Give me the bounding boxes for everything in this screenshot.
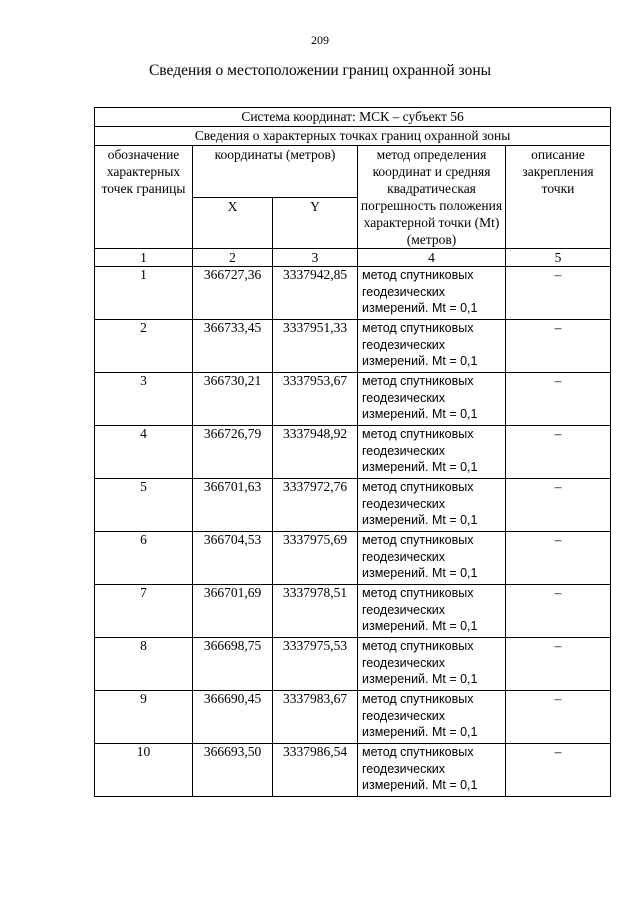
coordinate-y: 3337983,67 [273, 691, 358, 744]
point-number: 10 [95, 744, 193, 797]
table-row [95, 638, 611, 691]
header-x: X [193, 197, 273, 249]
coordinate-y: 3337975,69 [273, 532, 358, 585]
column-number: 1 [95, 249, 193, 267]
point-number: 1 [95, 267, 193, 320]
determination-method: метод спутниковых геодезических измерений. Mt = 0,1 [358, 267, 506, 320]
table-row [95, 267, 611, 320]
header-description: описание закрепления точки [506, 146, 611, 249]
table-subtitle: Сведения о характерных точках границ охранной зоны [95, 127, 611, 146]
point-number: 7 [95, 585, 193, 638]
mark-description: – [506, 532, 611, 585]
table-row [95, 744, 611, 797]
page-number: 209 [311, 33, 329, 47]
mark-description: – [506, 638, 611, 691]
point-number: 5 [95, 479, 193, 532]
mark-description: – [506, 320, 611, 373]
determination-method: метод спутниковых геодезических измерений. Mt = 0,1 [358, 691, 506, 744]
coordinate-x: 366701,63 [193, 479, 273, 532]
determination-method: метод спутниковых геодезических измерений. Mt = 0,1 [358, 744, 506, 797]
table-row [95, 479, 611, 532]
mark-description: – [506, 585, 611, 638]
header-coordinates: координаты (метров) [193, 146, 358, 198]
determination-method: метод спутниковых геодезических измерений. Mt = 0,1 [358, 585, 506, 638]
mark-description: – [506, 479, 611, 532]
boundary-points-table [94, 107, 611, 797]
coordinate-x: 366730,21 [193, 373, 273, 426]
header-method: метод определения координат и средняя квадратическая погрешность положения характерной точки (Mt) (метров) [358, 146, 506, 249]
mark-description: – [506, 267, 611, 320]
point-number: 4 [95, 426, 193, 479]
coordinate-x: 366726,79 [193, 426, 273, 479]
coordinate-y: 3337986,54 [273, 744, 358, 797]
column-number: 3 [273, 249, 358, 267]
coordinate-x: 366733,45 [193, 320, 273, 373]
coordinate-y: 3337978,51 [273, 585, 358, 638]
header-designation: обозначение характерных точек границы [95, 146, 193, 249]
table-row [95, 532, 611, 585]
coordinate-y: 3337972,76 [273, 479, 358, 532]
coordinate-x: 366690,45 [193, 691, 273, 744]
coordinate-y: 3337948,92 [273, 426, 358, 479]
coordinate-y: 3337975,53 [273, 638, 358, 691]
point-number: 8 [95, 638, 193, 691]
mark-description: – [506, 744, 611, 797]
point-number: 9 [95, 691, 193, 744]
determination-method: метод спутниковых геодезических измерений. Mt = 0,1 [358, 426, 506, 479]
table-row [95, 691, 611, 744]
coordinate-y: 3337951,33 [273, 320, 358, 373]
coordinate-x: 366693,50 [193, 744, 273, 797]
determination-method: метод спутниковых геодезических измерений. Mt = 0,1 [358, 532, 506, 585]
coordinate-x: 366704,53 [193, 532, 273, 585]
coordinate-x: 366727,36 [193, 267, 273, 320]
document-title: Сведения о местоположении границ охранной зоны [148, 62, 492, 79]
point-number: 6 [95, 532, 193, 585]
table-row [95, 373, 611, 426]
determination-method: метод спутниковых геодезических измерений. Mt = 0,1 [358, 638, 506, 691]
coordinate-x: 366701,69 [193, 585, 273, 638]
mark-description: – [506, 373, 611, 426]
determination-method: метод спутниковых геодезических измерений. Mt = 0,1 [358, 373, 506, 426]
coordinate-y: 3337953,67 [273, 373, 358, 426]
determination-method: метод спутниковых геодезических измерений. Mt = 0,1 [358, 479, 506, 532]
point-number: 3 [95, 373, 193, 426]
mark-description: – [506, 691, 611, 744]
header-y: Y [273, 197, 358, 249]
point-number: 2 [95, 320, 193, 373]
coordinate-y: 3337942,85 [273, 267, 358, 320]
table-row [95, 585, 611, 638]
determination-method: метод спутниковых геодезических измерений. Mt = 0,1 [358, 320, 506, 373]
column-number: 5 [506, 249, 611, 267]
mark-description: – [506, 426, 611, 479]
column-number: 2 [193, 249, 273, 267]
column-number: 4 [358, 249, 506, 267]
table-row [95, 320, 611, 373]
coordinate-system-header: Система координат: МСК – субъект 56 [95, 108, 611, 127]
table-row [95, 426, 611, 479]
coordinate-x: 366698,75 [193, 638, 273, 691]
